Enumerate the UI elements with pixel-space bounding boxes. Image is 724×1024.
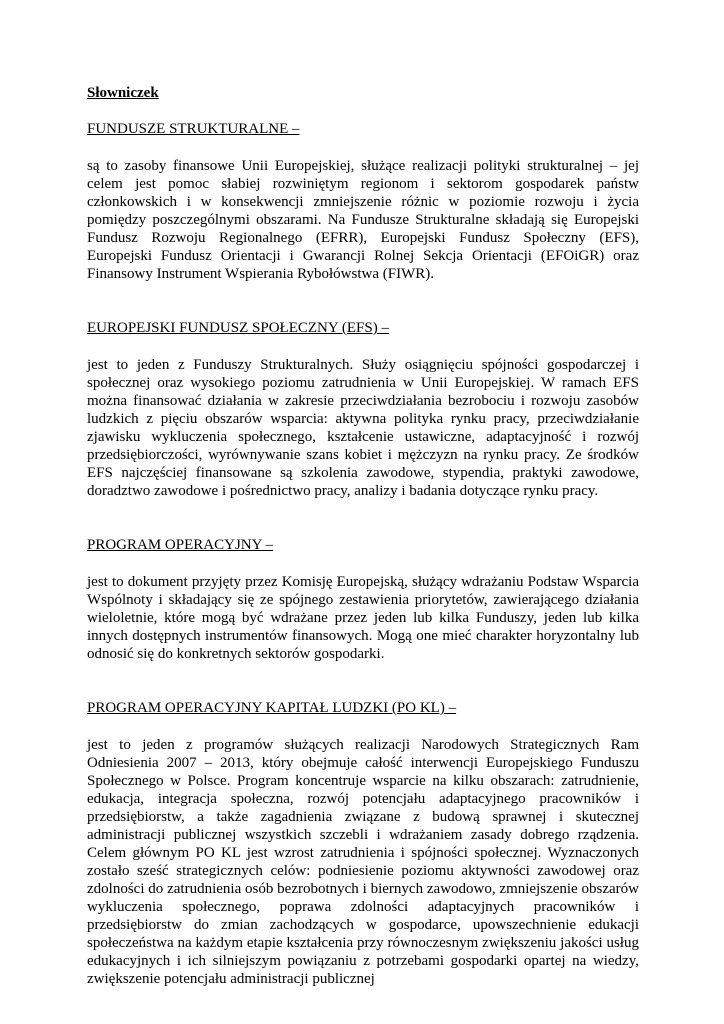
document-page [87, 84, 639, 988]
term-definition-efs: jest to jeden z Funduszy Strukturalnych. Służy osiągnięciu spójności gospodarczej i społecznej oraz wysokiego poziomu zatrudnienia w Unii Europejskiej. W ramach EFS można finansować działania w zakresie przeciwdziałania bezrobociu i rozwoju zasobów ludzkich z pięciu obszarów wsparcia: aktywna polityka rynku pracy, przeciwdziałanie zjawisku wykluczenia społecznego, kształcenie ustawiczne, adaptacyjność i rozwój przedsiębiorczości, wyrównywanie szans kobiet i mężczyzn na rynku pracy. Ze środków EFS najczęściej finansowane są szkolenia zawodowe, stypendia, praktyki zawodowe, doradztwo zawodowe i pośrednictwo pracy, analizy i badania dotyczące rynku pracy. [87, 357, 639, 499]
term-heading-fundusze-strukturalne: FUNDUSZE STRUKTURALNE – [87, 121, 300, 137]
document-title: Słowniczek [87, 85, 159, 101]
term-definition-fundusze-strukturalne: są to zasoby finansowe Unii Europejskiej, służące realizacji polityki strukturalnej – jej celem jest pomoc słabiej rozwiniętym regionom i sektorom gospodarek państw członkowskich i w konsekwencji zmniejszenie różnic w poziomie rozwoju i życia pomiędzy poszczególnymi obszarami. Na Fundusze Strukturalne składają się Europejski Fundusz Rozwoju Regionalnego (EFRR), Europejski Fundusz Społeczny (EFS), Europejski Fundusz Orientacji i Gwarancji Rolnej Sekcja Orientacji (EFOiGR) oraz Finansowy Instrument Wspierania Rybołówstwa (FIWR). [87, 158, 639, 282]
term-heading-program-operacyjny: PROGRAM OPERACYJNY – [87, 537, 274, 553]
term-heading-efs: EUROPEJSKI FUNDUSZ SPOŁECZNY (EFS) – [87, 320, 389, 336]
term-heading-po-kl: PROGRAM OPERACYJNY KAPITAŁ LUDZKI (PO KL) – [87, 700, 457, 716]
term-definition-po-kl: jest to jeden z programów służących realizacji Narodowych Strategicznych Ram Odniesienia 2007 – 2013, który obejmuje całość interwencji Europejskiego Funduszu Społecznego w Polsce. Program koncentruje wsparcie na kilku obszarach: zatrudnienie, edukacja, integracja społeczna, rozwój potencjału adaptacyjnego pracowników i przedsiębiorstw, a także zagadnienia związane z budową sprawnej i skutecznej administracji publicznej wszystkich szczebli i wdrażaniem zasady dobrego rządzenia. Celem głównym PO KL jest wzrost zatrudnienia i spójności społecznej. Wyznaczonych zostało sześć strategicznych celów: podniesienie poziomu aktywności zawodowej oraz zdolności do zatrudnienia osób bezrobotnych i biernych zawodowo, zmniejszenie obszarów wykluczenia społecznego, poprawa zdolności adaptacyjnych pracowników i przedsiębiorstw do zmian zachodzących w gospodarce, upowszechnienie edukacji społeczeństwa na każdym etapie kształcenia przy równoczesnym zwiększeniu jakości usług edukacyjnych i ich silniejszym powiązaniu z potrzebami gospodarki opartej na wiedzy, zwiększenie potencjału administracji publicznej [87, 737, 639, 987]
term-definition-program-operacyjny: jest to dokument przyjęty przez Komisję Europejską, służący wdrażaniu Podstaw Wsparcia Wspólnoty i składający się ze spójnego zestawienia priorytetów, zawierającego działania wieloletnie, które mogą być wdrażane przez jeden lub kilka Funduszy, jeden lub kilka innych dostępnych instrumentów finansowych. Mogą one mieć charakter horyzontalny lub odnosić się do konkretnych sektorów gospodarki. [87, 574, 639, 662]
